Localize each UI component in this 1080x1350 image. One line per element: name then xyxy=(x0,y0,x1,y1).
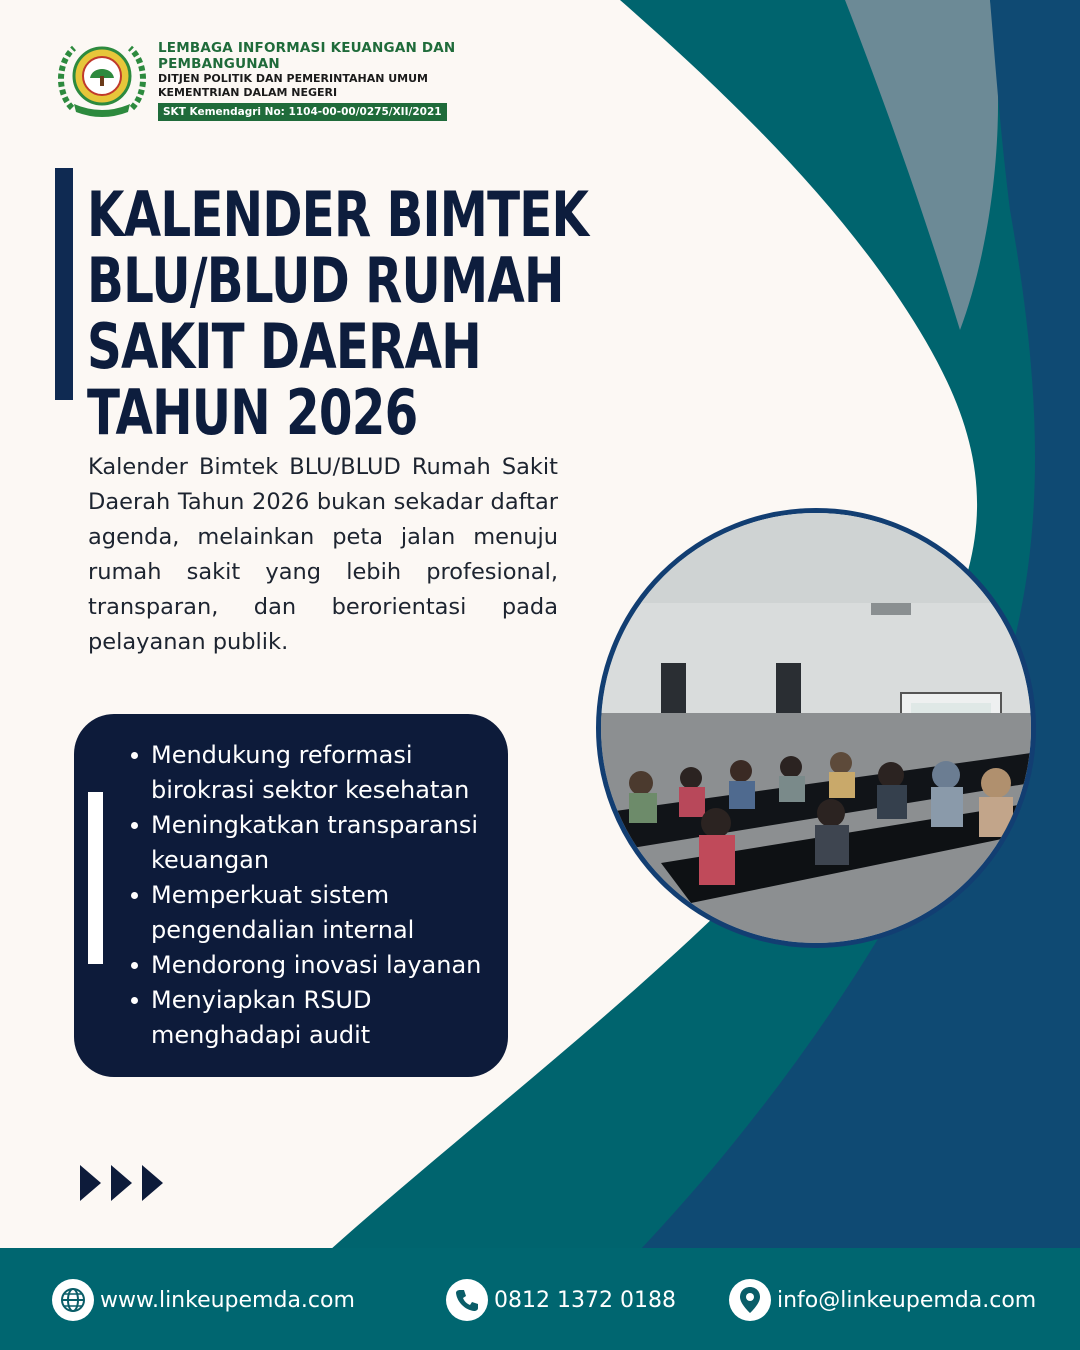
list-item: Mendorong inovasi layanan xyxy=(151,948,501,983)
org-directorate: DITJEN POLITIK DAN PEMERINTAHAN UMUM xyxy=(158,72,428,85)
list-item: Mendukung reformasi birokrasi sektor kesehatan xyxy=(151,738,501,808)
skt-registration-badge: SKT Kemendagri No: 1104-00-00/0275/XII/2021 xyxy=(158,103,447,121)
title-accent-bar xyxy=(55,168,73,400)
linkeu-pemda-emblem-icon xyxy=(52,38,152,118)
website-link[interactable]: www.linkeupemda.com xyxy=(100,1287,355,1313)
intro-paragraph: Kalender Bimtek BLU/BLUD Rumah Sakit Daerah Tahun 2026 bukan sekadar daftar agenda, melainkan peta jalan menuju rumah sakit yang lebih profesional, transparan, dan berorientasi pada pelayanan publik. xyxy=(88,454,558,655)
website-contact[interactable] xyxy=(52,1278,355,1322)
globe-icon xyxy=(52,1279,94,1321)
list-item: Menyiapkan RSUD menghadapi audit xyxy=(151,983,501,1053)
phone-contact[interactable] xyxy=(446,1278,676,1322)
email-address[interactable]: info@linkeupemda.com xyxy=(777,1287,1037,1313)
list-item: Meningkatkan transparansi keuangan xyxy=(151,808,501,878)
phone-number[interactable]: 0812 1372 0188 xyxy=(494,1287,676,1313)
organization-header xyxy=(52,38,562,118)
benefits-card xyxy=(74,714,508,1077)
org-name: LEMBAGA INFORMASI KEUANGAN DAN PEMBANGUNAN xyxy=(158,40,456,72)
seminar-photo xyxy=(596,508,1036,948)
org-ministry: KEMENTRIAN DALAM NEGERI xyxy=(158,86,338,99)
location-pin-icon xyxy=(729,1279,771,1321)
benefits-accent-bar xyxy=(88,792,103,964)
page-title: KALENDER BIMTEK BLU/BLUD RUMAH SAKIT DAERAH TAHUN 2026 xyxy=(87,178,589,449)
contact-footer xyxy=(0,1248,1080,1350)
phone-icon xyxy=(446,1279,488,1321)
arrow-right-icon xyxy=(80,1165,170,1201)
email-contact[interactable] xyxy=(729,1278,1036,1322)
list-item: Memperkuat sistem pengendalian internal xyxy=(151,878,501,948)
benefits-list xyxy=(151,738,501,1053)
